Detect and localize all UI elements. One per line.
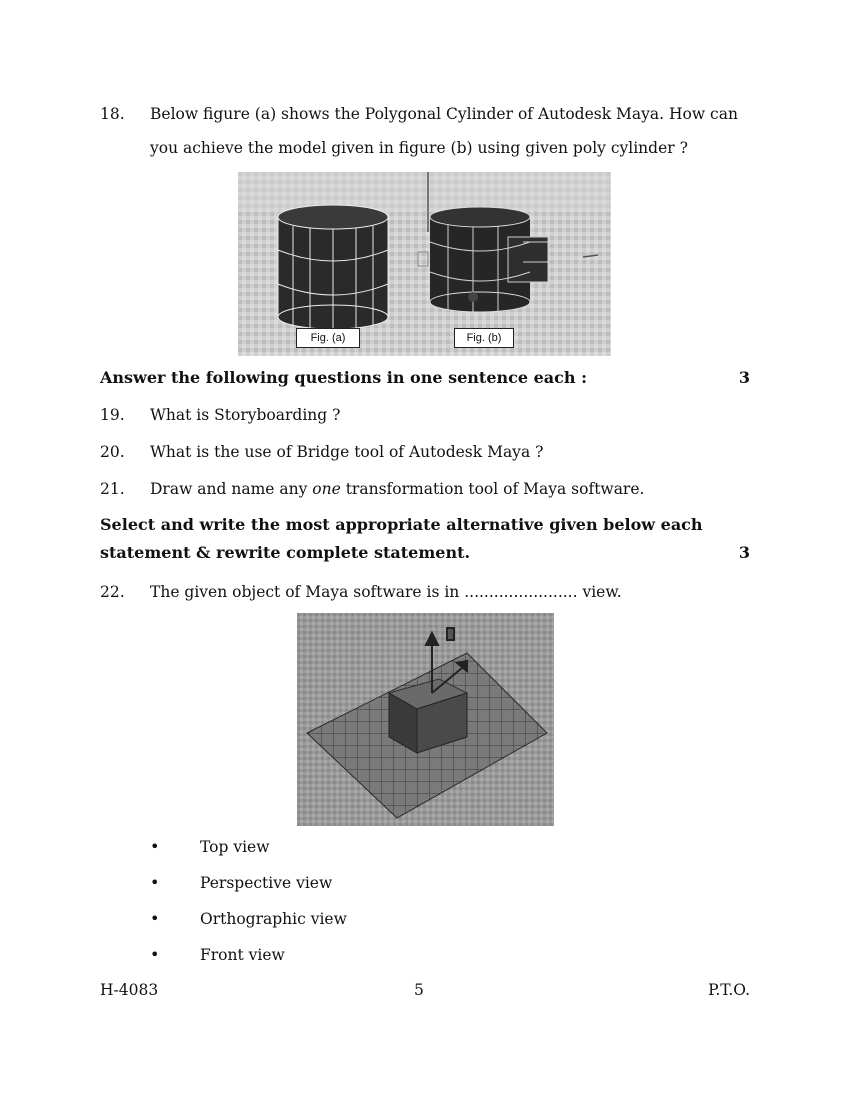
q21-text (150, 479, 644, 499)
perspective-figure (297, 613, 554, 826)
q20-text: What is the use of Bridge tool of Autodesk Maya ? (150, 443, 544, 461)
q19-number: 19. (100, 406, 125, 424)
option-top-view: Top view (200, 838, 270, 856)
option-orthographic-view: Orthographic view (200, 910, 347, 928)
fig-b-label: Fig. (b) (454, 328, 514, 348)
option-bullet-2: • (150, 873, 160, 892)
q21-text-before: Draw and name any (150, 480, 313, 498)
q18-number: 18. (100, 105, 125, 123)
cylinder-a (278, 205, 388, 329)
q20-number: 20. (100, 443, 125, 461)
footer-pto: P.T.O. (708, 981, 750, 999)
section-heading-select-line2: statement & rewrite complete statement. (100, 543, 471, 562)
option-bullet-3: • (150, 909, 160, 928)
option-bullet-1: • (150, 837, 160, 856)
cylinder-figure (238, 172, 611, 356)
option-perspective-view: Perspective view (200, 874, 333, 892)
fig-a-label: Fig. (a) (296, 328, 360, 348)
section-marks-one-sentence: 3 (738, 368, 750, 387)
footer-paper-code: H-4083 (100, 981, 159, 999)
q18-text-line2: you achieve the model given in figure (b) using given poly cylinder ? (150, 139, 688, 157)
q22-number: 22. (100, 583, 125, 601)
cylinder-figure-image (238, 172, 611, 356)
q21-text-after: transformation tool of Maya software. (340, 480, 645, 498)
section-heading-select-line1: Select and write the most appropriate alternative given below each (100, 515, 703, 534)
perspective-figure-image (297, 613, 554, 826)
q19-text: What is Storyboarding ? (150, 406, 341, 424)
q18-text-line1: Below figure (a) shows the Polygonal Cylinder of Autodesk Maya. How can (150, 105, 738, 123)
section-heading-one-sentence: Answer the following questions in one sentence each : (100, 368, 588, 387)
footer-page-number: 5 (414, 981, 424, 999)
q21-number: 21. (100, 480, 125, 498)
option-bullet-4: • (150, 945, 160, 964)
q21-text-emphasis: one (312, 480, 341, 498)
q22-text: The given object of Maya software is in ....................... view. (150, 583, 622, 601)
option-front-view: Front view (200, 946, 285, 964)
section-marks-select: 3 (738, 543, 750, 562)
